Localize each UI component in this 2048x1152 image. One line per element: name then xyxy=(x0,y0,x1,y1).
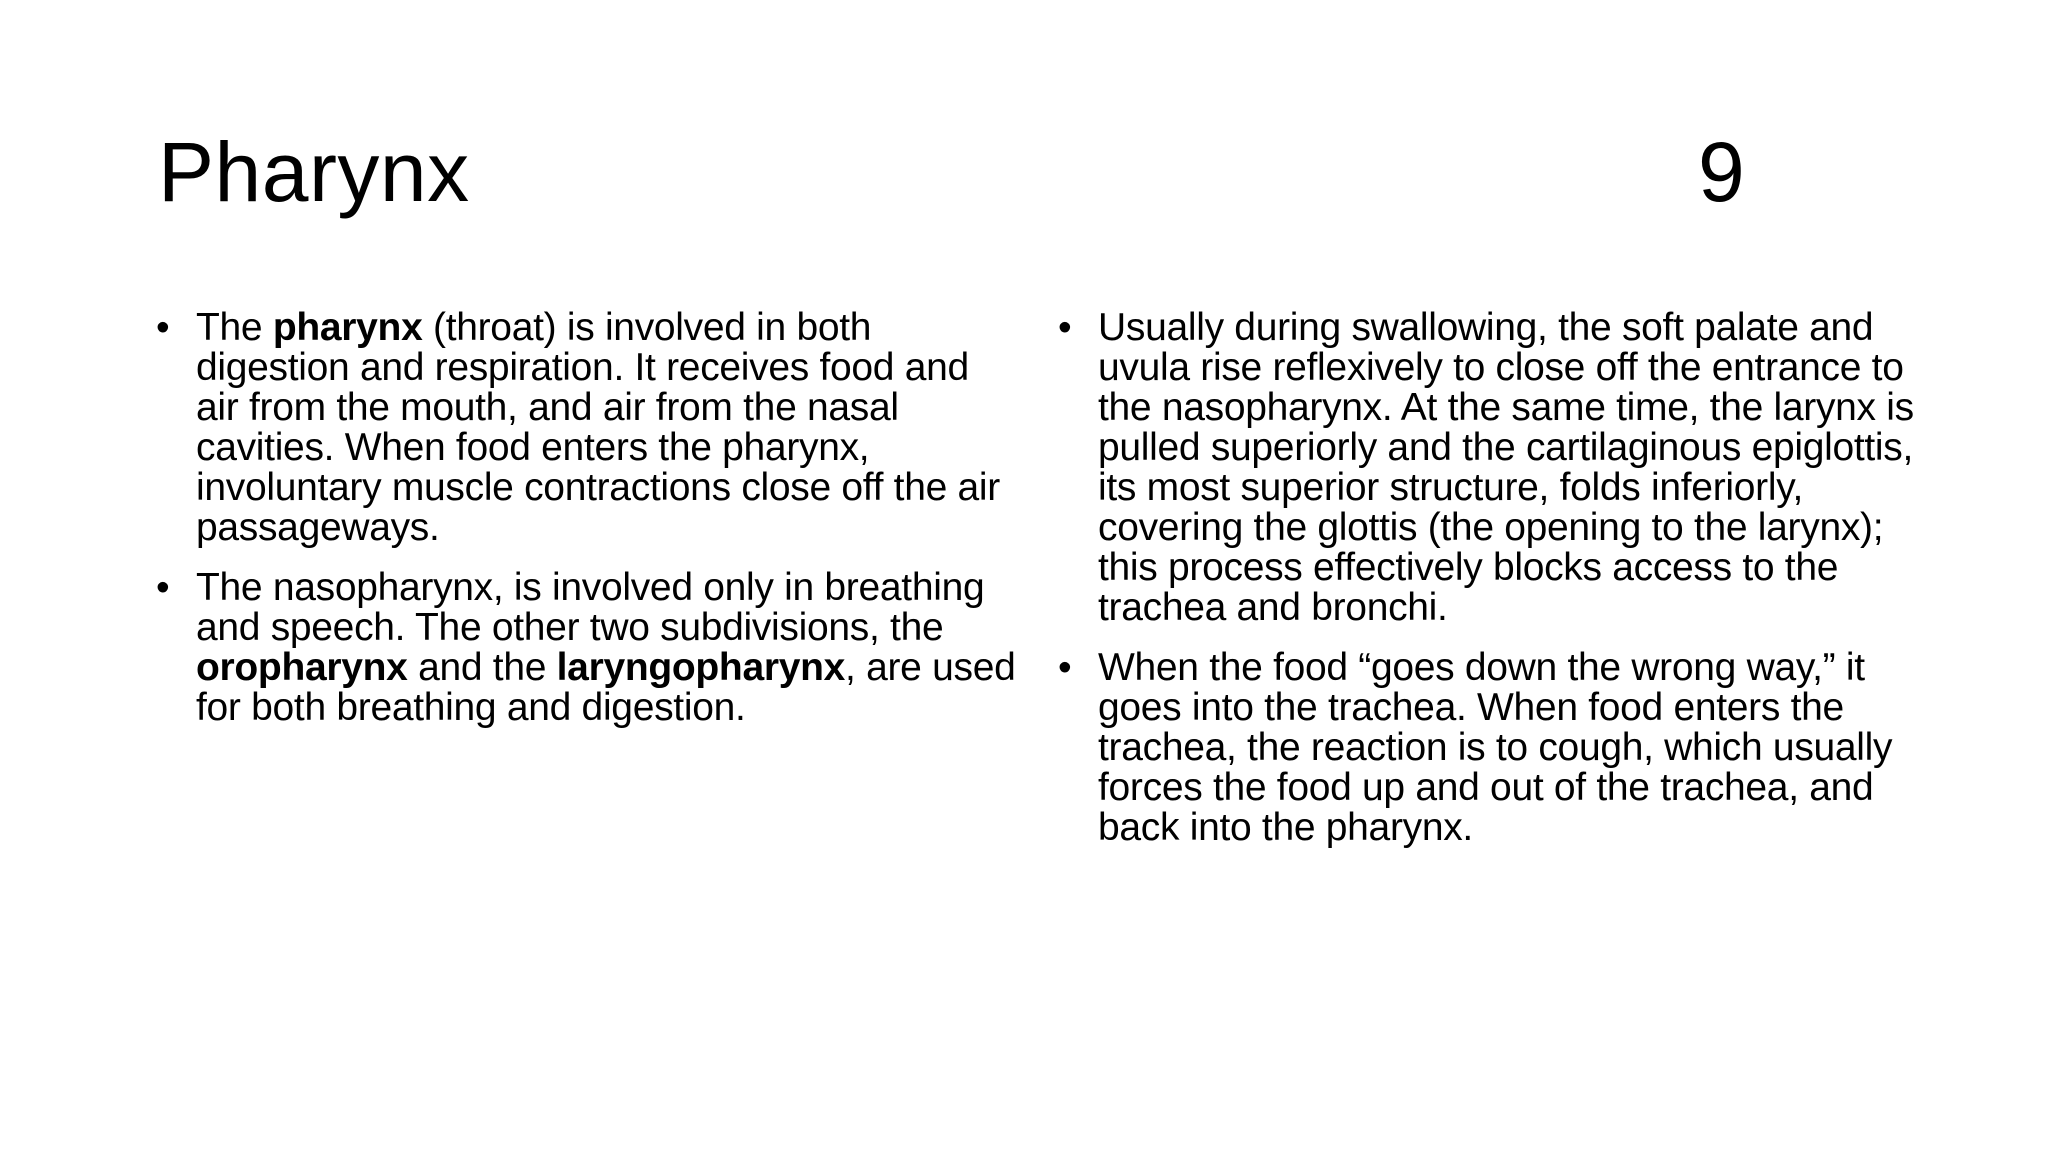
text-segment: (throat) is involved in both digestion and respiration. It receives food and air from the mouth, and air from the nasal cavities. When food enters the pharynx, involuntary muscle contractions close off the air passageways. xyxy=(196,306,1000,549)
bullet-icon: • xyxy=(156,306,170,349)
bullet-item xyxy=(156,568,1016,728)
text-segment: The xyxy=(196,306,273,349)
bullet-icon: • xyxy=(1058,306,1072,349)
bullet-text xyxy=(1098,306,1914,629)
bullet-text xyxy=(1098,646,1892,849)
text-segment: , are used for both breathing and digestion. xyxy=(196,646,1016,729)
text-segment: When the food “goes down the wrong way,” it goes into the trachea. When food enters the trachea, the reaction is to cough, which usually forces the food up and out of the trachea, and back into the pharynx. xyxy=(1098,646,1893,849)
bullet-icon: • xyxy=(156,566,170,609)
left-column-bullets xyxy=(156,308,1016,748)
bold-term: pharynx xyxy=(272,306,423,349)
text-segment: The nasopharynx, is involved only in breathing and speech. The other two subdivisions, the xyxy=(196,566,985,649)
right-column-bullets xyxy=(1058,308,1938,868)
bullet-text xyxy=(196,306,1000,549)
text-segment: and the xyxy=(407,646,557,689)
bullet-icon: • xyxy=(1058,646,1072,689)
page-number: 9 xyxy=(1698,125,1745,219)
bold-term: oropharynx xyxy=(196,646,408,689)
bullet-item xyxy=(156,308,1016,548)
bold-term: laryngopharynx xyxy=(556,646,846,689)
bullet-text xyxy=(196,566,1015,729)
bullet-item xyxy=(1058,648,1938,848)
text-segment: Usually during swallowing, the soft palate and uvula rise reflexively to close off the entrance to the nasopharynx. At the same time, the larynx is pulled superiorly and the cartilaginous epiglottis, its most superior structure, folds inferiorly, covering the glottis (the opening to the larynx); this process effectively blocks access to the trachea and bronchi. xyxy=(1098,306,1914,629)
slide-title: Pharynx xyxy=(158,125,470,219)
bullet-item xyxy=(1058,308,1938,628)
